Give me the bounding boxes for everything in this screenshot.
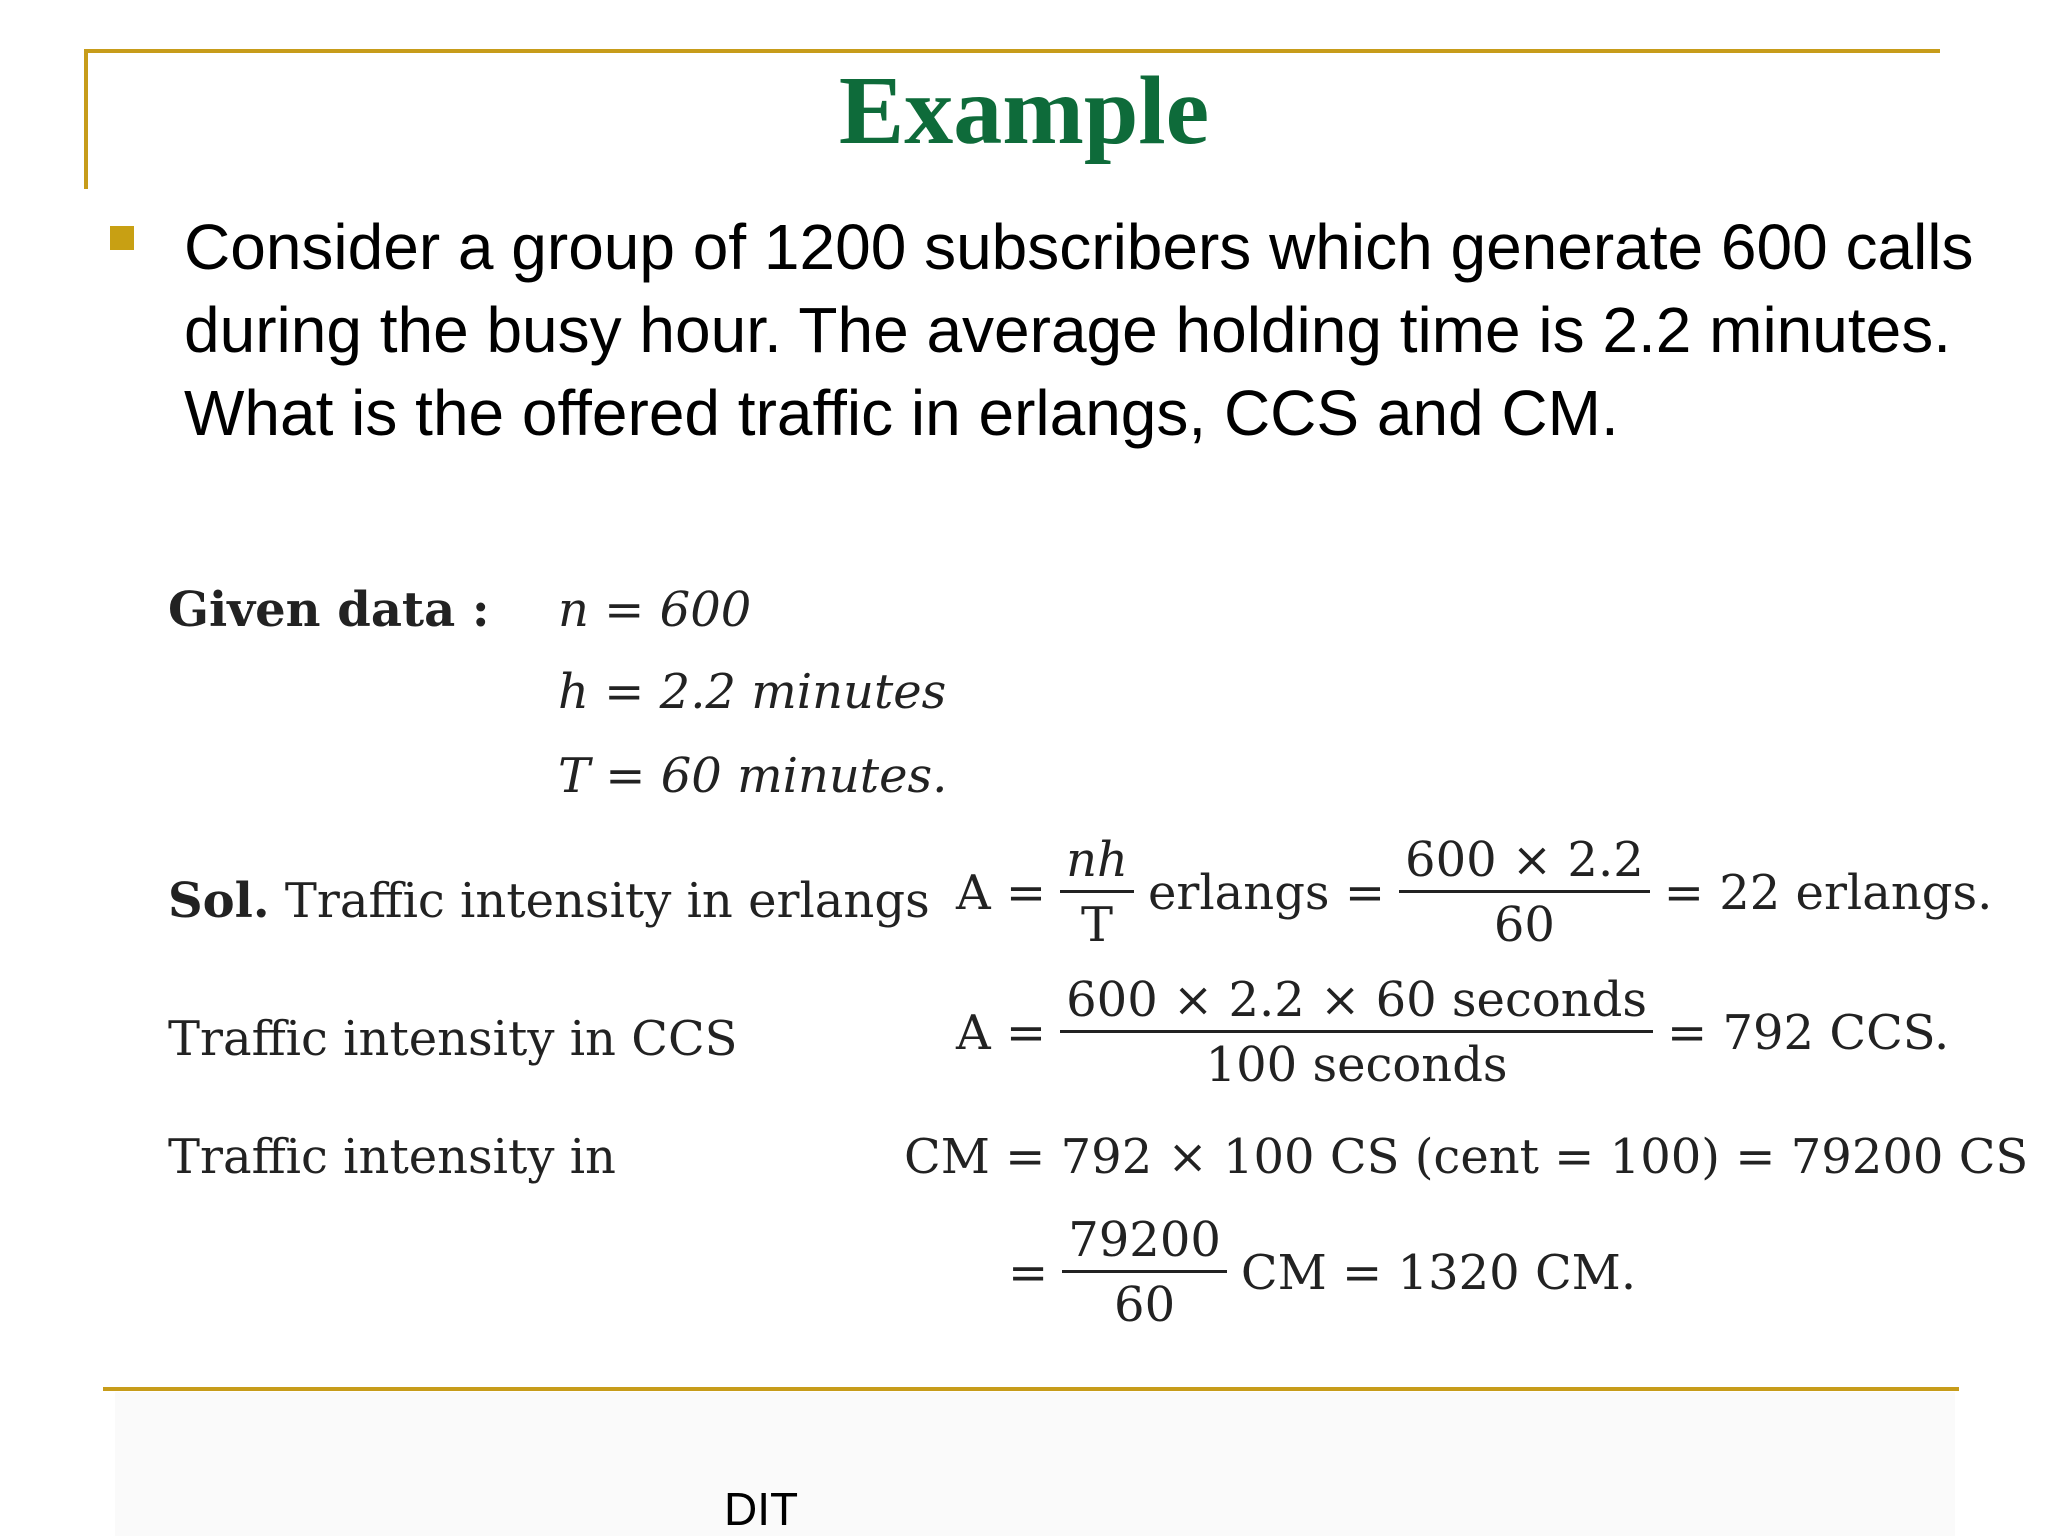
ccs-den: 100 seconds bbox=[1205, 1037, 1508, 1093]
given-n-var: n bbox=[558, 582, 589, 638]
erlang-fraction-2 bbox=[1399, 832, 1650, 953]
ccs-num: 600 × 2.2 × 60 seconds bbox=[1066, 972, 1647, 1028]
header-top-rule bbox=[84, 49, 1940, 53]
cm-num: 79200 bbox=[1068, 1212, 1221, 1268]
footer-area bbox=[115, 1392, 1955, 1536]
ccs-fraction bbox=[1060, 972, 1653, 1093]
erlang-f2-num: 600 × 2.2 bbox=[1405, 832, 1644, 888]
cm-fraction bbox=[1062, 1212, 1227, 1333]
given-h-var: h bbox=[558, 664, 589, 720]
ccs-equation bbox=[956, 972, 1950, 1093]
given-T-var: T bbox=[558, 748, 591, 804]
bullet-text: Consider a group of 1200 subscribers which generate 600 calls during the busy hour. The average holding time is 2.2 minutes. What is the offered traffic in erlangs, CCS and CM. bbox=[184, 211, 1974, 449]
given-n-value: = 600 bbox=[588, 582, 752, 638]
sol-ccs-label: Traffic intensity in CCS bbox=[168, 1011, 738, 1067]
sol-cm-label: Traffic intensity in bbox=[168, 1129, 616, 1185]
ccs-result: = 792 CCS. bbox=[1667, 1004, 1950, 1061]
sol-word: Sol. bbox=[168, 873, 270, 929]
erlang-f2-den: 60 bbox=[1493, 897, 1555, 953]
given-T-value: = 60 minutes. bbox=[590, 748, 948, 804]
given-data-label: Given data : bbox=[168, 582, 490, 638]
footer-label: DIT bbox=[724, 1483, 799, 1535]
sol-erlang-label bbox=[168, 873, 930, 929]
erlang-f1-den: T bbox=[1081, 897, 1114, 953]
cm-eq: = bbox=[1008, 1244, 1049, 1301]
cm-equation bbox=[1008, 1212, 1637, 1333]
slide-title: Example bbox=[838, 57, 1210, 165]
erlang-lhs: A = bbox=[956, 864, 1047, 921]
footer-rule bbox=[103, 1387, 1959, 1391]
erlang-fraction-1 bbox=[1060, 832, 1134, 953]
given-h bbox=[558, 664, 947, 720]
bullet-square-icon bbox=[110, 226, 134, 250]
erlang-mid: erlangs = bbox=[1147, 864, 1386, 921]
given-h-value: = 2.2 minutes bbox=[588, 664, 947, 720]
cm-line-1: CM = 792 × 100 CS (cent = 100) = 79200 CS bbox=[904, 1129, 2029, 1185]
erlang-f1-num: nh bbox=[1066, 832, 1128, 888]
erlang-equation bbox=[956, 832, 1993, 953]
cm-den: 60 bbox=[1114, 1277, 1176, 1333]
erlang-result: = 22 erlangs. bbox=[1663, 864, 1993, 921]
given-n bbox=[558, 582, 752, 638]
ccs-lhs: A = bbox=[956, 1004, 1047, 1061]
given-T bbox=[558, 748, 948, 804]
sol-erlang-text: Traffic intensity in erlangs bbox=[269, 873, 930, 929]
cm-result: CM = 1320 CM. bbox=[1240, 1244, 1637, 1301]
